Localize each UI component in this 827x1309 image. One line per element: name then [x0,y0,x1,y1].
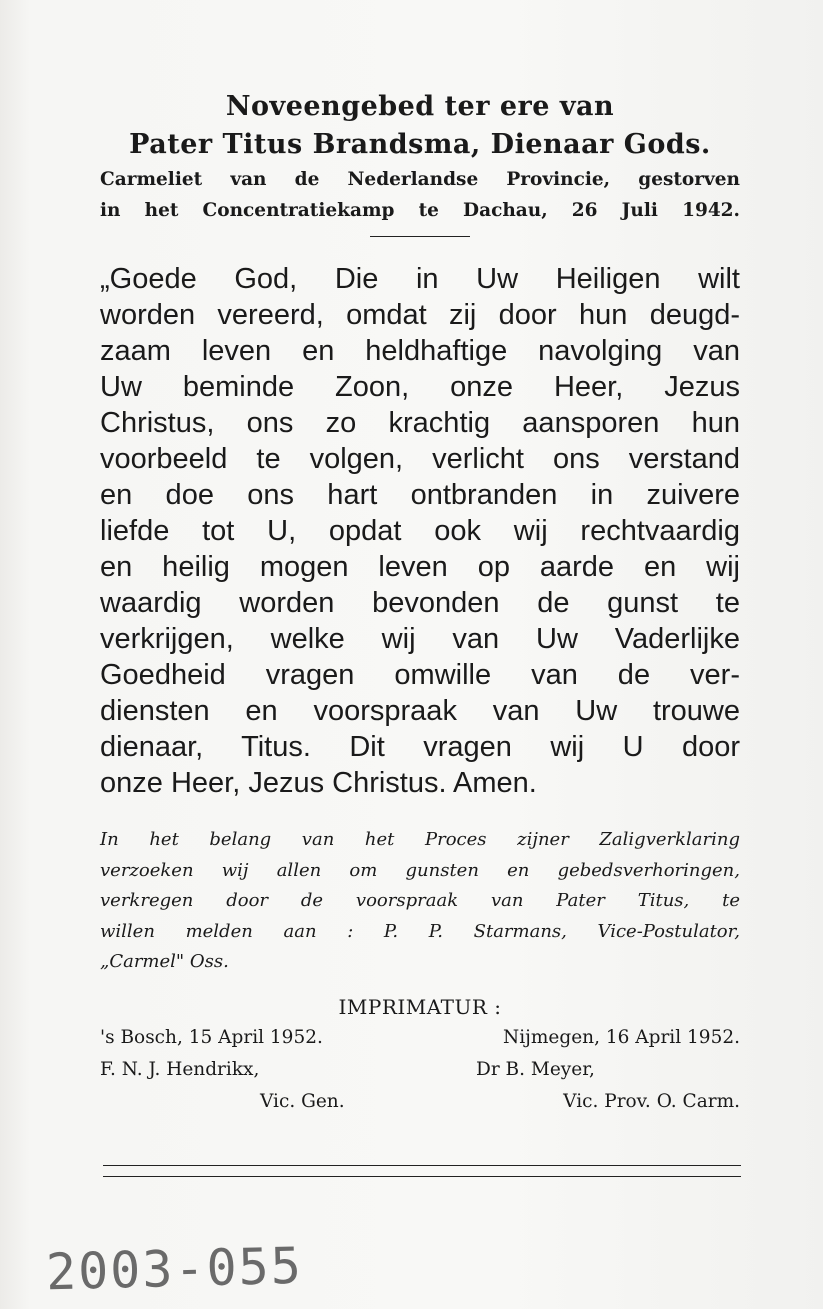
prayer-line: worden vereerd, omdat zij door hun deugd- [100,299,740,331]
bottom-double-rule [103,1165,741,1177]
right-signatory-title: Vic. Prov. O. Carm. [563,1090,740,1112]
rule-line [103,1165,741,1166]
card-text [100,88,740,1118]
approval-titles-row [100,1086,740,1118]
title-divider [370,236,470,237]
imprimatur-heading: IMPRIMATUR : [338,994,502,1019]
notice-line: verzoeken wij allen om gunsten en gebedsverhoringen, [100,859,740,881]
notice-line: willen melden aan : P. P. Starmans, Vice-Postulator, [100,920,740,942]
prayer-line: diensten en voorspraak van Uw trouwe [100,695,740,727]
prayer-line: Goedheid vragen omwille van de ver- [100,659,740,691]
card-edge [823,0,827,1309]
notice-line: „Carmel" Oss. [100,951,229,972]
prayer-line: voorbeeld te volgen, verlicht ons verstand [100,443,740,475]
card-subtitle-line-1: Carmeliet van de Nederlandse Provincie, gestorven [100,169,740,190]
card-subject: Pater Titus Brandsma, Dienaar Gods. [129,129,711,160]
prayer-line: Christus, ons zo krachtig aansporen hun [100,407,740,439]
approval-names-row [100,1054,740,1086]
prayer-line: liefde tot U, opdat ook wij rechtvaardig [100,515,740,547]
prayer-line: waardig worden bevonden de gunst te [100,587,740,619]
rule-line [103,1176,741,1177]
card-subtitle-line-2: in het Concentratiekamp te Dachau, 26 Juli 1942. [100,200,740,221]
beatification-notice [100,825,740,978]
notice-line: verkregen door de voorspraak van Pater Titus, te [100,890,740,911]
prayer-line: verkrijgen, welke wij van Uw Vaderlijke [100,623,740,655]
prayer-line: onze Heer, Jezus Christus. Amen. [100,767,537,799]
prayer-line: Uw beminde Zoon, onze Heer, Jezus [100,371,740,403]
prayer-text [100,261,740,801]
right-signatory-name: Dr B. Meyer, [476,1058,595,1080]
left-place-date: 's Bosch, 15 April 1952. [100,1026,323,1048]
prayer-line: „Goede God, Die in Uw Heiligen wilt [100,263,740,295]
card-title: Noveengebed ter ere van [225,91,615,122]
archive-number: 2003-055 [45,1236,304,1302]
prayer-line: en heilig mogen leven op aarde en wij [100,551,740,583]
prayer-line: dienaar, Titus. Dit vragen wij U door [100,731,740,763]
notice-line: In het belang van het Proces zijner Zaligverklaring [100,829,740,850]
left-signatory-name: F. N. J. Hendrikx, [100,1058,260,1080]
prayer-line: zaam leven en heldhaftige navolging van [100,335,740,367]
right-place-date: Nijmegen, 16 April 1952. [503,1026,740,1048]
left-signatory-title: Vic. Gen. [260,1090,345,1112]
approval-dates-row [100,1022,740,1054]
prayer-line: en doe ons hart ontbranden in zuivere [100,479,740,511]
